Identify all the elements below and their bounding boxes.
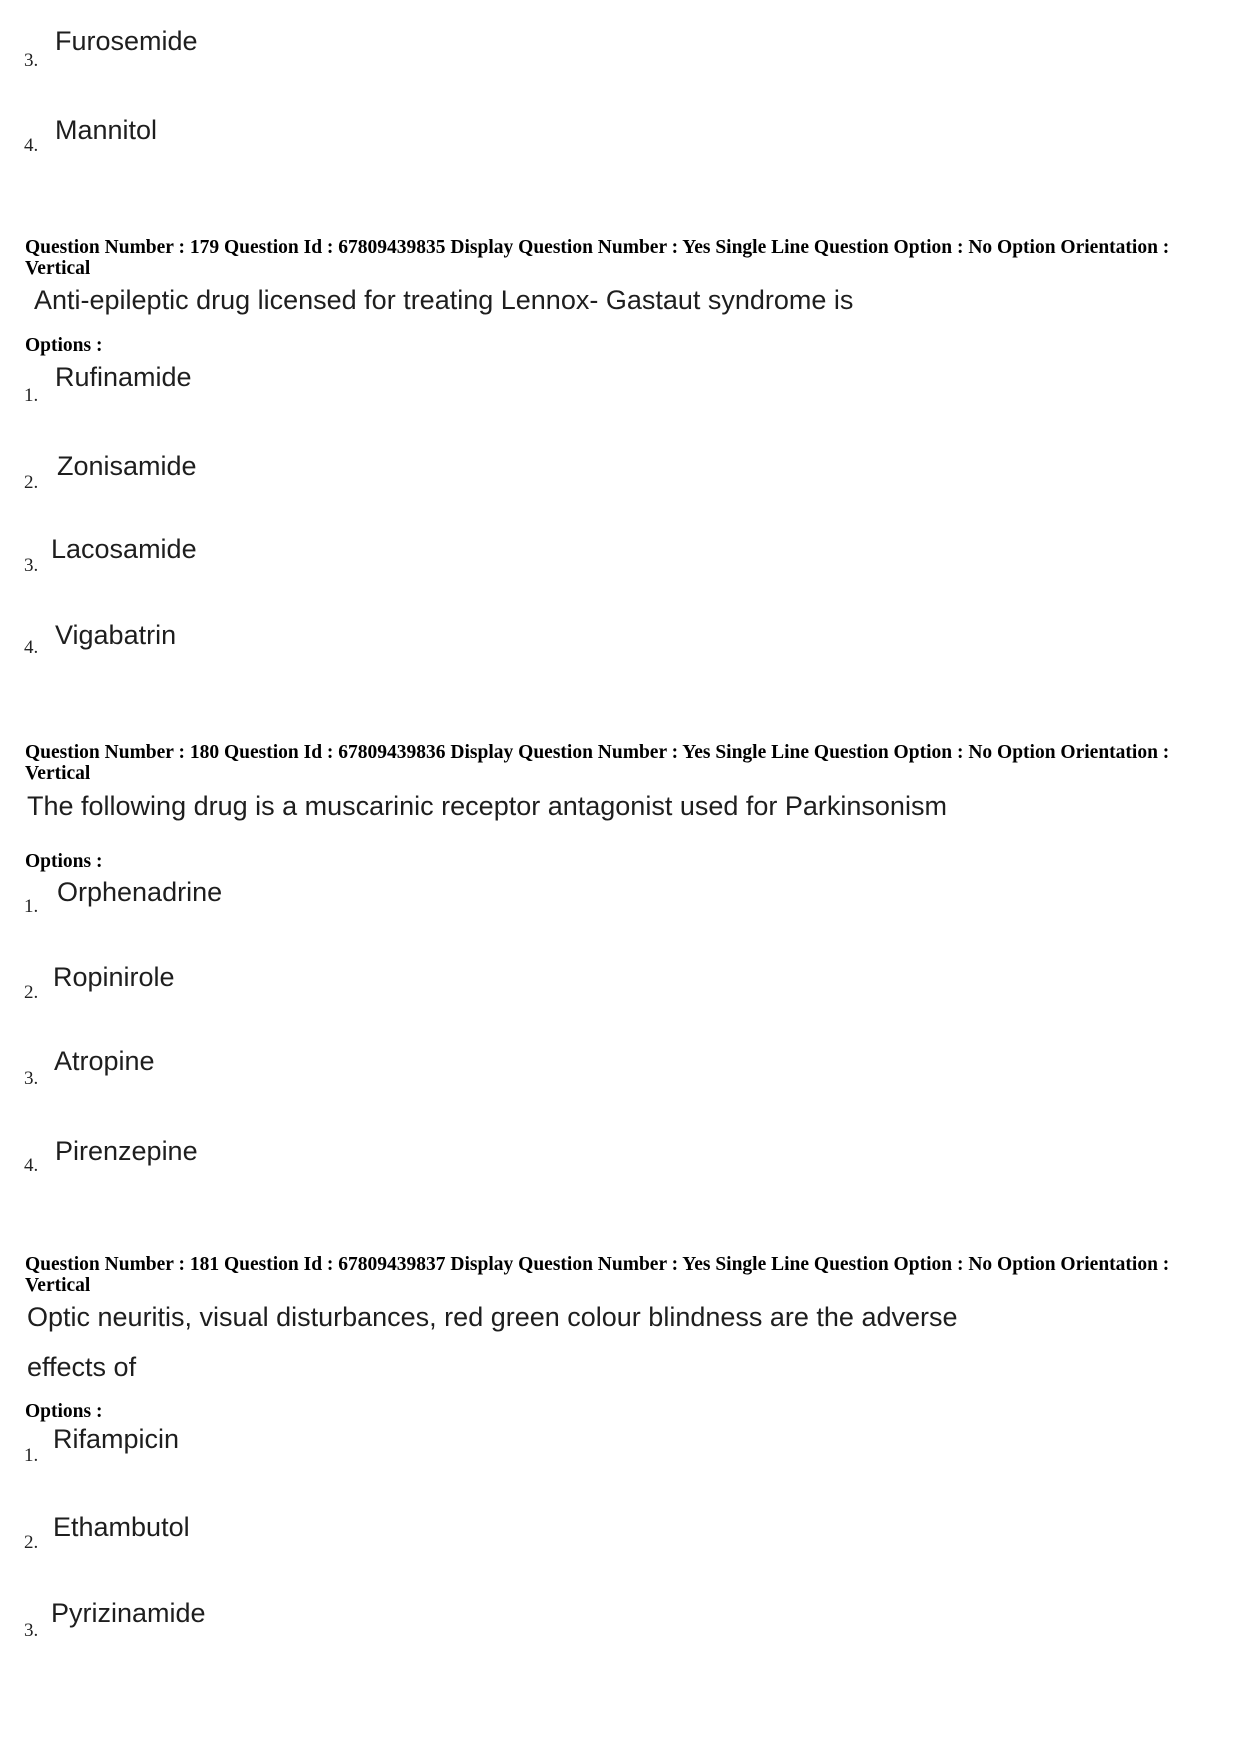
question-meta: Question Number : 179 Question Id : 67809439835 Display Question Number : Yes Single Line Question Option : No Option Orientation : Vertical	[25, 237, 1170, 279]
option-text: Mannitol	[55, 115, 158, 145]
option-text: Furosemide	[55, 26, 198, 56]
option-number: 1.	[24, 1445, 39, 1466]
option-text: Pyrizinamide	[51, 1598, 206, 1628]
option-text: Rufinamide	[55, 362, 192, 392]
option-text: Ethambutol	[53, 1512, 190, 1542]
question-meta: Question Number : 180 Question Id : 67809439836 Display Question Number : Yes Single Line Question Option : No Option Orientation : Vertical	[25, 742, 1170, 784]
options-label: Options :	[25, 851, 103, 872]
question-text: Anti-epileptic drug licensed for treating Lennox- Gastaut syndrome is	[34, 285, 854, 315]
question-meta: Question Number : 181 Question Id : 67809439837 Display Question Number : Yes Single Line Question Option : No Option Orientation : Vertical	[25, 1254, 1170, 1296]
question-text: effects of	[27, 1352, 137, 1382]
option-text: Atropine	[54, 1046, 155, 1076]
option-text: Orphenadrine	[57, 877, 223, 907]
option-number: 1.	[24, 896, 39, 917]
option-text: Zonisamide	[57, 451, 197, 481]
options-label: Options :	[25, 335, 103, 356]
option-number: 3.	[24, 1620, 39, 1641]
question-text: Optic neuritis, visual disturbances, red green colour blindness are the adverse	[27, 1302, 958, 1332]
option-text: Vigabatrin	[55, 620, 177, 650]
question-text: The following drug is a muscarinic receptor antagonist used for Parkinsonism	[27, 791, 947, 821]
option-number: 4.	[24, 1155, 39, 1176]
option-number: 2.	[24, 1532, 39, 1553]
option-number: 4.	[24, 135, 39, 156]
option-text: Lacosamide	[51, 534, 197, 564]
options-label: Options :	[25, 1401, 103, 1422]
option-number: 2.	[24, 982, 39, 1003]
option-text: Rifampicin	[53, 1424, 180, 1454]
option-number: 3.	[24, 555, 39, 576]
option-number: 1.	[24, 385, 39, 406]
option-number: 3.	[24, 1068, 39, 1089]
option-number: 4.	[24, 637, 39, 658]
option-text: Ropinirole	[53, 962, 175, 992]
option-number: 3.	[24, 50, 39, 71]
option-number: 2.	[24, 472, 39, 493]
option-text: Pirenzepine	[55, 1136, 198, 1166]
